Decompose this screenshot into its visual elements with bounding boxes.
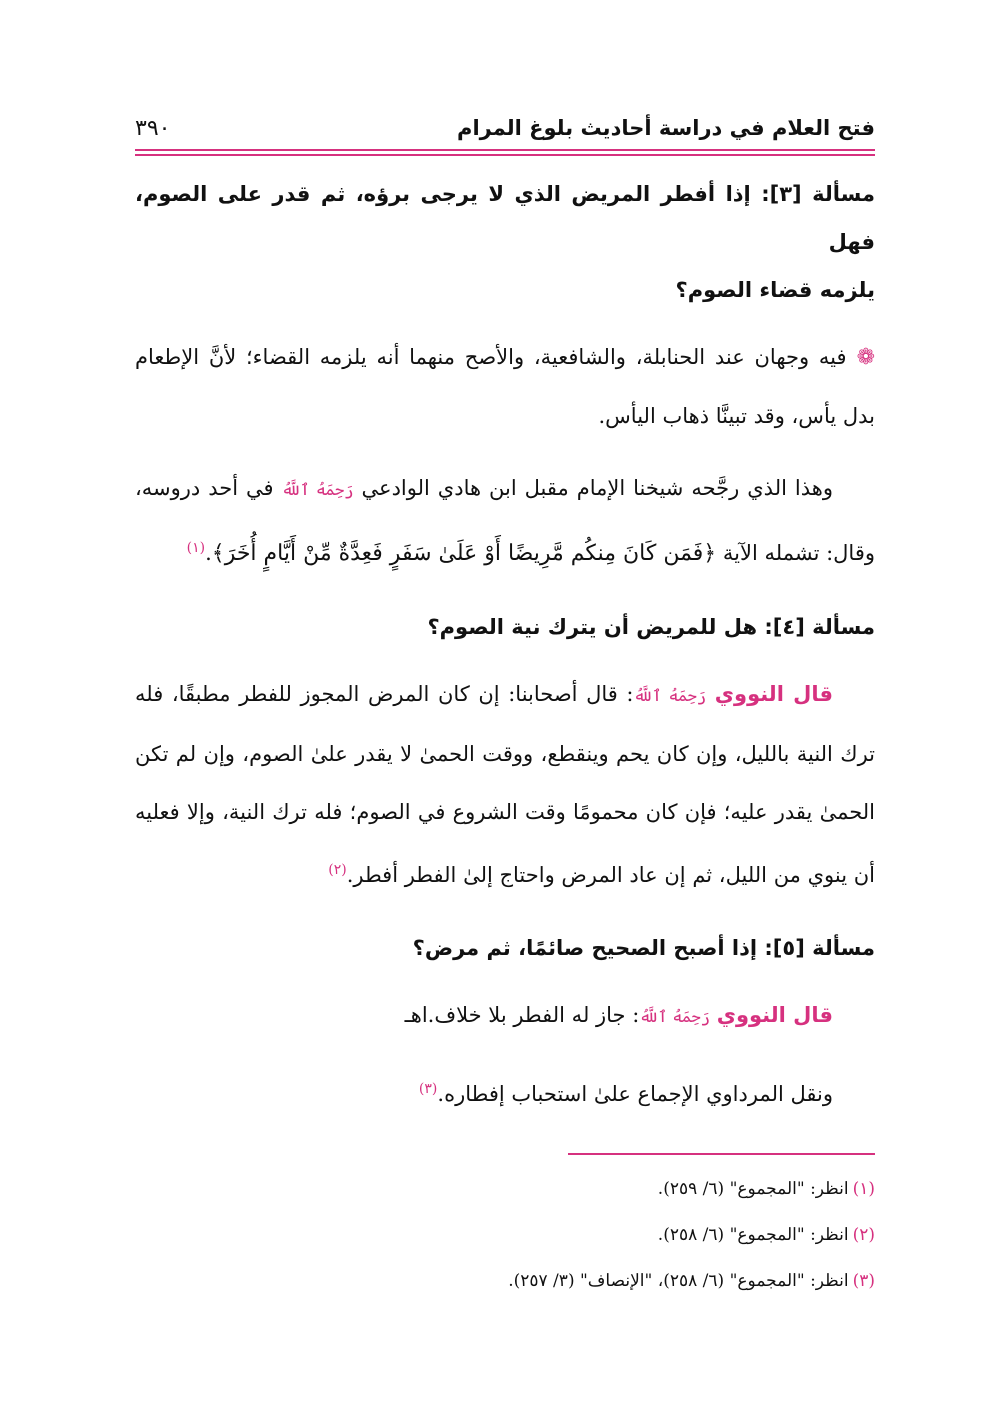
- footnote-ref-2[interactable]: (٢): [328, 862, 347, 878]
- footnotes: [135, 1166, 875, 1304]
- question-3-heading-line1: مسألة [٣]: إذا أفطر المريض الذي لا يرجى برؤه، ثم قدر على الصوم، فهل: [135, 182, 875, 254]
- question-4-answer: [135, 665, 875, 904]
- honorific-glyph: رَحِمَهُ ٱللَّهُ: [633, 686, 707, 705]
- footnote-number: (٣): [852, 1271, 875, 1291]
- question-3-heading: [135, 170, 875, 314]
- header-rule-top: [135, 149, 875, 151]
- question-5-heading: مسألة [٥]: إذا أصبح الصحيح صائمًا، ثم مرض؟: [412, 936, 875, 960]
- question-3-answer-text: فيه وجهان عند الحنابلة، والشافعية، والأصح منهما أنه يلزمه القضاء؛ لأنَّ الإطعام بدل يأس، وقد تبينَّا ذهاب اليأس.: [135, 345, 875, 428]
- footnote-text: انظر: "المجموع" (٦/ ٢٥٨)، "الإنصاف" (٣/ ٢٥٧).: [508, 1271, 849, 1291]
- q3-p2-end: .: [205, 541, 212, 565]
- header-rule-bottom: [135, 154, 875, 156]
- footnote-text: انظر: "المجموع" (٦/ ٢٥٨).: [657, 1225, 849, 1245]
- question-3-paragraph-2: [135, 459, 875, 583]
- question-3-heading-line2: يلزمه قضاء الصوم؟: [675, 278, 875, 302]
- page-header: [135, 112, 875, 148]
- footnote-item: [135, 1258, 875, 1304]
- footnote-item: [135, 1166, 875, 1212]
- footnote-separator: [568, 1153, 875, 1155]
- footnote-ref-1[interactable]: (١): [186, 540, 206, 556]
- footnote-number: (١): [852, 1179, 875, 1199]
- footnote-text: انظر: "المجموع" (٦/ ٢٥٩).: [657, 1179, 849, 1199]
- question-5-answer: [135, 986, 875, 1046]
- speaker-nawawi: قال النووي: [716, 1003, 833, 1027]
- question-5-answer-text: : جاز له الفطر بلا خلاف.اهـ: [404, 1003, 640, 1027]
- question-5-p2-text: ونقل المرداوي الإجماع علىٰ استحباب إفطاره.: [437, 1082, 833, 1106]
- q3-p2-text-b: في أحد دروسه، وقال: تشمله الآية: [135, 476, 875, 565]
- question-4-answer-text: : قال أصحابنا: إن كان المرض المجوز للفطر مطبقًا، فله ترك النية بالليل، وإن كان يحم وينقطع، ووقت الحمىٰ لا يقدر علىٰ الصوم، وإن لم تكن الحمىٰ يقدر عليه؛ فإن كان محمومًا وقت الشروع في الصوم؛ فله ترك النية، وإلا فعليه أن ينوي من الليل، ثم إن عاد المرض واحتاج إلىٰ الفطر أفطر.: [135, 682, 875, 887]
- question-4-heading: مسألة [٤]: هل للمريض أن يترك نية الصوم؟: [427, 615, 875, 639]
- page-number: ٣٩٠: [135, 116, 171, 141]
- flower-ornament-icon: ❁: [856, 345, 875, 370]
- honorific-glyph: رَحِمَهُ ٱللَّهُ: [281, 480, 354, 499]
- footnote-number: (٢): [852, 1225, 875, 1245]
- footnote-ref-3[interactable]: (٣): [418, 1081, 438, 1097]
- page-body: [135, 170, 875, 1123]
- speaker-nawawi: قال النووي: [714, 682, 833, 706]
- quran-verse: ﴿فَمَن كَانَ مِنكُم مَّرِيضًا أَوْ عَلَىٰ سَفَرٍ فَعِدَّةٌ مِّنْ أَيَّامٍ أُخَرَ﴾: [211, 541, 717, 566]
- question-5-paragraph-2: [135, 1060, 875, 1123]
- q3-p2-text-a: وهذا الذي رجَّحه شيخنا الإمام مقبل ابن هادي الوادعي: [361, 476, 833, 500]
- running-title: فتح العلام في دراسة أحاديث بلوغ المرام: [457, 116, 875, 140]
- question-3-answer: [135, 328, 875, 445]
- honorific-glyph: رَحِمَهُ ٱللَّهُ: [639, 1007, 711, 1026]
- footnote-item: [135, 1212, 875, 1258]
